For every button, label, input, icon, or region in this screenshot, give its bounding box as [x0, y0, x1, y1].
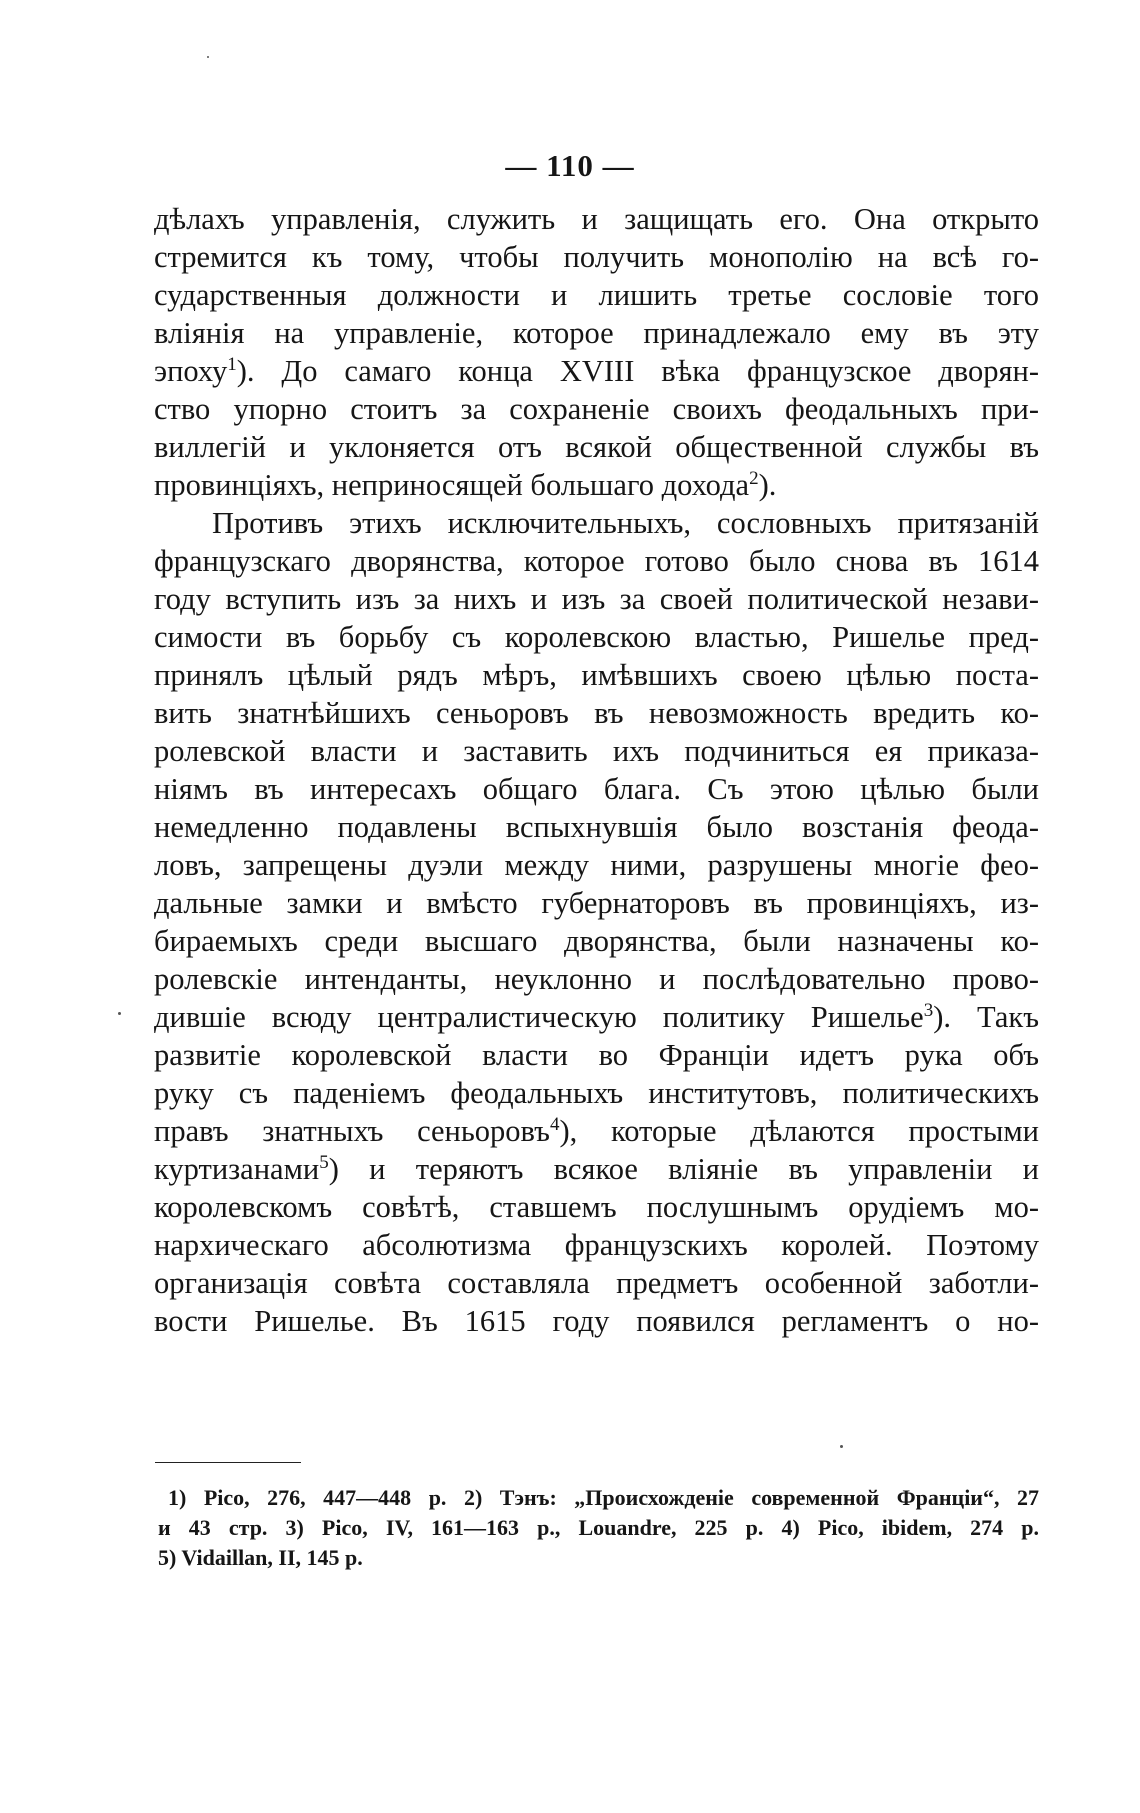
text-line [154, 998, 1039, 1036]
text-line: вости Ришелье. Въ 1615 году появился регламентъ о но- [154, 1304, 1039, 1338]
text-line [154, 1150, 1039, 1188]
text-line: ство упорно стоитъ за сохраненіе своихъ феодальныхъ при- [154, 392, 1039, 426]
print-speck [118, 1012, 121, 1015]
text-line: французскаго дворянства, которое готово было снова въ 1614 [154, 544, 1039, 578]
text-run: куртизанами [154, 1152, 320, 1186]
text-line [154, 352, 1039, 390]
footnote-ref-1: 1 [227, 353, 237, 375]
text-run: ). Такъ [933, 1000, 1039, 1034]
text-line: дальные замки и вмѣсто губернаторовъ въ провинціяхъ, из- [154, 886, 1039, 920]
text-line: развитіе королевской власти во Франціи идетъ рука объ [154, 1038, 1039, 1072]
text-line: сударственныя должности и лишить третье сословіе того [154, 278, 1039, 312]
text-line: принялъ цѣлый рядъ мѣръ, имѣвшихъ своею цѣлью поста- [154, 658, 1039, 692]
text-line: ролевской власти и заставить ихъ подчиниться ея приказа- [154, 734, 1039, 768]
text-line [154, 1112, 1039, 1150]
text-line: ролевскіе интенданты, неуклонно и послѣдовательно прово- [154, 962, 1039, 996]
text-line: вить знатнѣйшихъ сеньоровъ въ невозможность вредить ко- [154, 696, 1039, 730]
text-run: эпоху [154, 354, 228, 388]
page-number: — 110 — [505, 148, 635, 183]
text-line: вліянія на управленіе, которое принадлежало ему въ эту [154, 316, 1039, 350]
text-line: королевскомъ совѣтѣ, ставшемъ послушнымъ орудіемъ мо- [154, 1190, 1039, 1224]
footnote-line: 5) Vidaillan, II, 145 p. [158, 1545, 363, 1570]
text-line: виллегій и уклоняется отъ всякой общественной службы въ [154, 430, 1039, 464]
print-speck [207, 56, 209, 58]
text-run: провинціяхъ, неприносящей большаго дохода [154, 468, 750, 502]
text-line: нархическаго абсолютизма французскихъ королей. Поэтому [154, 1228, 1039, 1262]
footnote-separator [155, 1462, 301, 1463]
footnote-ref-2: 2 [749, 467, 759, 489]
footnote-ref-4: 4 [549, 1113, 560, 1135]
footnote-ref-3: 3 [923, 999, 934, 1021]
text-line: Противъ этихъ исключительныхъ, сословныхъ притязаній [212, 506, 1039, 540]
text-run: ) и теряютъ всякое вліяніе въ управленіи и [328, 1152, 1039, 1186]
text-line: бираемыхъ среди высшаго дворянства, были назначены ко- [154, 924, 1039, 958]
text-run: дившіе всюду централистическую политику Ришелье [154, 1000, 924, 1034]
text-line: организація совѣта составляла предметъ особенной заботли- [154, 1266, 1039, 1300]
text-line: ніямъ въ интересахъ общаго блага. Съ этою цѣлью были [154, 772, 1039, 806]
text-line: стремится къ тому, чтобы получить монополію на всѣ го- [154, 240, 1039, 274]
print-speck [840, 1445, 843, 1448]
text-line [154, 466, 1039, 504]
text-line: немедленно подавлены вспыхнувшія было возстанія феода- [154, 810, 1039, 844]
footnote-ref-5: 5 [319, 1151, 329, 1173]
text-line: руку съ паденіемъ феодальныхъ институтовъ, политическихъ [154, 1076, 1039, 1110]
text-line: дѣлахъ управленія, служить и защищать его. Она открыто [154, 202, 1039, 236]
footnote-line: и 43 стр. 3) Pico, IV, 161—163 p., Louandre, 225 p. 4) Pico, ibidem, 274 p. [158, 1515, 1039, 1540]
text-run: ), которые дѣлаются простыми [559, 1114, 1039, 1148]
text-run: ). До самаго конца XVIII вѣка французское дворян- [236, 354, 1039, 388]
text-run: правъ знатныхъ сеньоровъ [154, 1114, 550, 1148]
text-line: симости въ борьбу съ королевскою властью, Ришелье пред- [154, 620, 1039, 654]
text-line: ловъ, запрещены дуэли между ними, разрушены многіе фео- [154, 848, 1039, 882]
text-line: году вступить изъ за нихъ и изъ за своей политической незави- [154, 582, 1039, 616]
footnote-line: 1) Pico, 276, 447—448 p. 2) Тэнъ: „Происхожденіе современной Франціи“, 27 [168, 1485, 1039, 1510]
text-run: ). [758, 468, 777, 502]
